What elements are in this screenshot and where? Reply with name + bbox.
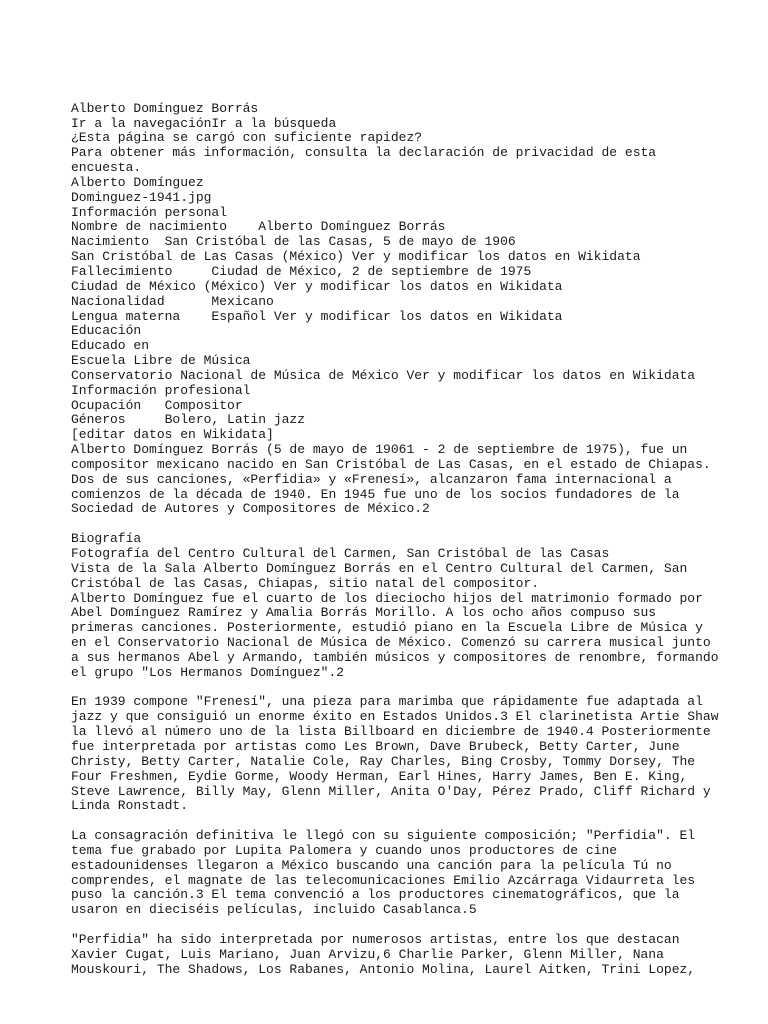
blank-line [71,517,711,532]
text-line: comienzos de la década de 1940. En 1945 fue uno de los socios fundadores de la [71,486,680,502]
text-line: Alberto Domínguez fue el cuarto de los dieciocho hijos del matrimonio formado por [71,590,703,606]
text-line: tema fue grabado por Lupita Palomera y cuando unos productores de cine [71,842,618,858]
text-line: encuesta. [71,160,142,176]
text-line: Christy, Betty Carter, Natalie Cole, Ray Charles, Bing Crosby, Tommy Dorsey, The [71,753,696,769]
text-line: En 1939 compone "Frenesí", una pieza para marimba que rápidamente fue adaptada al [71,694,703,710]
text-line: Ciudad de México (México) Ver y modificar los datos en Wikidata [71,278,563,294]
text-line: Nacimiento San Cristóbal de las Casas, 5 de mayo de 1906 [71,234,516,250]
text-line: la llevó al número uno de la lista Billboard en diciembre de 1940.4 Posteriormente [71,724,711,740]
text-line: Ir a la navegaciónIr a la búsqueda [71,115,337,131]
text-line: puso la canción.3 El tema convenció a los productores cinematográficos, que la [71,887,680,903]
text-line: comprendes, el magnate de las telecomunicaciones Emilio Azcárraga Vidaurreta les [71,872,696,888]
text-line: Nombre de nacimiento Alberto Domínguez Borrás [71,219,446,235]
text-line: San Cristóbal de Las Casas (México) Ver y modificar los datos en Wikidata [71,249,641,265]
text-line: jazz y que consiguió un enorme éxito en Estados Unidos.3 El clarinetista Artie Shaw [71,709,719,725]
blank-line [71,681,711,696]
text-line: estadounidenses llegaron a México buscando una canción para la película Tú no [71,857,672,873]
text-line: Alberto Domínguez Borrás [71,100,259,116]
text-line: en el Conservatorio Nacional de Música de México. Comenzó su carrera musical junto [71,635,711,651]
document-text [71,100,719,978]
blank-line [71,814,711,829]
text-line: Educado en [71,338,150,354]
text-line: Vista de la Sala Alberto Domínguez Borrás en el Centro Cultural del Carmen, San [71,560,688,576]
text-line: Conservatorio Nacional de Música de México Ver y modificar los datos en Wikidata [71,367,696,383]
text-line: Dos de sus canciones, «Perfidia» y «Frenesí», alcanzaron fama internacional a [71,471,672,487]
text-line: Mouskouri, The Shadows, Los Rabanes, Antonio Molina, Laurel Aitken, Trini Lopez, [71,961,696,977]
text-line: fue interpretada por artistas como Les Brown, Dave Brubeck, Betty Carter, June [71,738,680,754]
text-line: Four Freshmen, Eydie Gorme, Woody Herman, Earl Hines, Harry James, Ben E. King, [71,768,688,784]
text-line: Para obtener más información, consulta la declaración de privacidad de esta [71,145,657,161]
text-line: Biografía [71,531,142,547]
text-line: Información personal [71,204,228,220]
blank-line [71,918,711,933]
text-line: Ocupación Compositor [71,397,243,413]
text-line: Géneros Bolero, Latin jazz [71,412,306,428]
text-line: Nacionalidad Mexicano [71,293,274,309]
text-line: Lengua materna Español Ver y modificar los datos en Wikidata [71,308,563,324]
text-line: Educación [71,323,142,339]
text-line: Fallecimiento Ciudad de México, 2 de septiembre de 1975 [71,263,532,279]
text-line: ¿Esta página se cargó con suficiente rapidez? [71,130,423,146]
text-line: Steve Lawrence, Billy May, Glenn Miller, Anita O'Day, Pérez Prado, Cliff Richard y [71,783,711,799]
text-line: La consagración definitiva le llegó con su siguiente composición; "Perfidia". El [71,828,696,844]
text-line: usaron en dieciséis películas, incluido Casablanca.5 [71,902,477,918]
text-line: [editar datos en Wikidata] [71,427,274,443]
text-line: Sociedad de Autores y Compositores de México.2 [71,501,430,517]
text-line: Información profesional [71,382,251,398]
text-line: "Perfidia" ha sido interpretada por numerosos artistas, entre los que destacan [71,931,680,947]
text-line: Dominguez-1941.jpg [71,189,212,205]
text-line: Alberto Domínguez Borrás (5 de mayo de 19061 - 2 de septiembre de 1975), fue un [71,442,688,458]
text-line: el grupo "Los Hermanos Domínguez".2 [71,664,345,680]
text-line: Alberto Domínguez [71,174,204,190]
text-line: Escuela Libre de Música [71,353,251,369]
text-line: compositor mexicano nacido en San Cristóbal de Las Casas, en el estado de Chiapas. [71,456,711,472]
document-page [71,72,719,992]
text-line: Cristóbal de las Casas, Chiapas, sitio natal del compositor. [71,575,540,591]
text-line: primeras canciones. Posteriormente, estudió piano en la Escuela Libre de Música y [71,620,703,636]
text-line: Abel Domínguez Ramírez y Amalia Borrás Morillo. A los ocho años compuso sus [71,605,657,621]
text-line: a sus hermanos Abel y Armando, también músicos y compositores de renombre, formando [71,649,719,665]
text-line: Fotografía del Centro Cultural del Carmen, San Cristóbal de las Casas [71,546,610,561]
text-line: Linda Ronstadt. [71,798,189,814]
text-line: Xavier Cugat, Luis Mariano, Juan Arvizu,6 Charlie Parker, Glenn Miller, Nana [71,946,664,962]
